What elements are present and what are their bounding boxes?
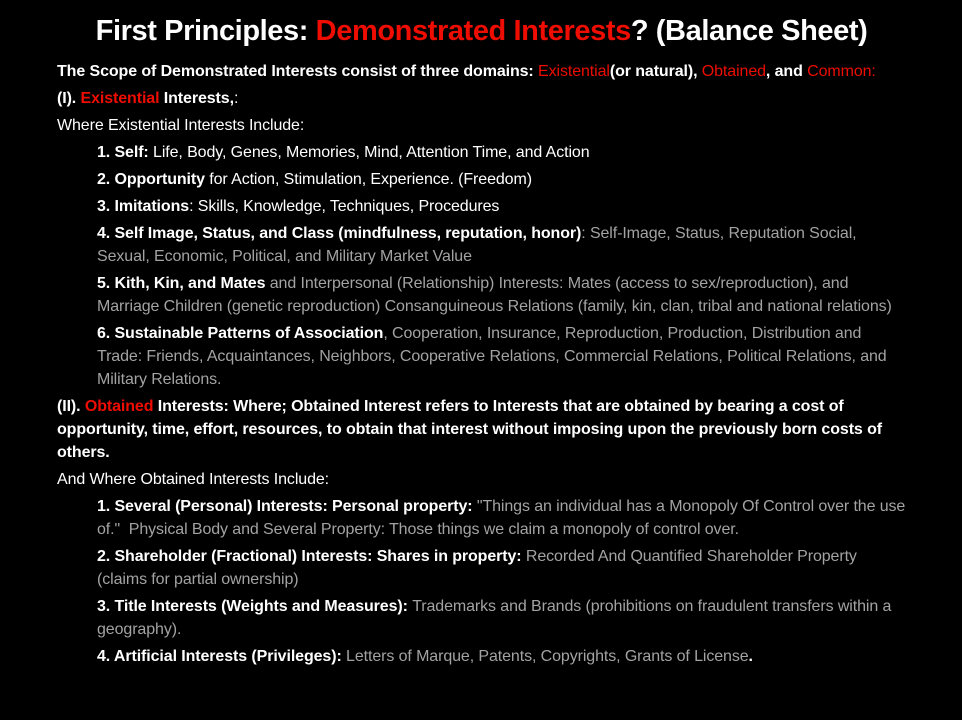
text-span: 3. Imitations bbox=[97, 198, 190, 215]
text-span: : bbox=[233, 90, 239, 107]
text-span: Obtained bbox=[701, 63, 766, 80]
text-span: : bbox=[322, 498, 333, 515]
text-span: Interests bbox=[157, 398, 224, 415]
paragraph bbox=[97, 595, 906, 641]
text-span: First Principles: bbox=[95, 15, 316, 47]
paragraph bbox=[97, 168, 906, 191]
text-span: . bbox=[748, 648, 753, 665]
text-span: 2. Shareholder (Fractional) Interests bbox=[97, 548, 368, 565]
paragraph bbox=[57, 60, 906, 83]
text-span: Common: bbox=[807, 63, 876, 80]
text-span: Existential bbox=[80, 90, 164, 107]
paragraph bbox=[57, 395, 906, 464]
slide-body bbox=[57, 60, 910, 668]
text-span: (II). bbox=[57, 398, 85, 415]
text-span: And Where Obtained Interests Include: bbox=[57, 471, 330, 488]
text-span: Existential bbox=[538, 63, 610, 80]
text-span: "Things an individual has a Monopoly Of Control over the use of." Physical Body and Several Property: Those things we claim a monopoly of control over. bbox=[97, 498, 910, 538]
text-span: (I). bbox=[57, 90, 81, 107]
text-span: Trademarks and Brands (prohibitions on fraudulent transfers within a geography). bbox=[97, 598, 896, 638]
paragraph bbox=[97, 322, 906, 391]
slide-title bbox=[57, 12, 906, 50]
paragraph bbox=[57, 468, 906, 491]
text-span: : Skills, Knowledge, Techniques, Procedures bbox=[189, 198, 500, 215]
paragraph bbox=[57, 114, 906, 137]
text-span: Demonstrated Interests bbox=[315, 15, 631, 47]
text-span: Recorded And Quantified Shareholder Property (claims for partial ownership) bbox=[97, 548, 862, 588]
paragraph bbox=[97, 222, 906, 268]
text-span: for Action, Stimulation, Experience. (Freedom) bbox=[209, 171, 532, 188]
text-span: Letters of Marque, Patents, Copyrights, Grants of License bbox=[346, 648, 749, 665]
text-span: Interests, bbox=[163, 90, 234, 107]
text-span: 2. Opportunity bbox=[97, 171, 210, 188]
text-span: : bbox=[367, 548, 377, 565]
paragraph bbox=[97, 195, 906, 218]
text-span: 1. Several (Personal) Interests bbox=[97, 498, 323, 515]
text-span: : Self-Image, Status, Reputation Social, Sexual, Economic, Political, and Military Market Value bbox=[97, 225, 861, 265]
text-span: Shares in property: bbox=[376, 548, 526, 565]
text-span: 6. Sustainable Patterns of Association bbox=[97, 325, 384, 342]
text-span: Obtained bbox=[84, 398, 158, 415]
text-span: 5. Kith, Kin, and Mates bbox=[97, 275, 270, 292]
paragraph bbox=[97, 495, 910, 541]
paragraph bbox=[97, 141, 906, 164]
paragraph bbox=[97, 645, 906, 668]
text-span: ? (Balance Sheet) bbox=[630, 15, 868, 47]
text-span: 4. Self Image, Status, and Class (mindfulness, reputation, honor) bbox=[97, 225, 582, 242]
text-span: (or natural), bbox=[609, 63, 702, 80]
text-span: Where Existential Interests Include: bbox=[57, 117, 305, 134]
text-span: 3. Title Interests (Weights and Measures): bbox=[97, 598, 413, 615]
paragraph bbox=[97, 545, 906, 591]
text-span: 4. Artificial Interests (Privileges): bbox=[97, 648, 347, 665]
text-span: Personal property: bbox=[332, 498, 477, 515]
text-span: and Interpersonal (Relationship) Interests: Mates (access to sex/reproduction), and Marriage Children (genetic reproduction) Consanguineous Relations (family, kin, clan, tribal and national relations) bbox=[97, 275, 892, 315]
paragraph bbox=[57, 87, 906, 110]
paragraph bbox=[97, 272, 906, 318]
text-span: Life, Body, Genes, Memories, Mind, Attention Time, and Action bbox=[153, 144, 590, 161]
text-span: The Scope of Demonstrated Interests consist of three domains: bbox=[57, 63, 539, 80]
text-span: , and bbox=[765, 63, 808, 80]
text-span: : Where; Obtained Interest refers to Interests that are obtained by bearing a cost of opportunity, time, effort, resources, to obtain that interest without imposing upon the previously born costs of others. bbox=[57, 398, 887, 461]
text-span: , Cooperation, Insurance, Reproduction, Production, Distribution and Trade: Friends, Acquaintances, Neighbors, Cooperative Relations, Commercial Relations, Political Relations, and Military Relations. bbox=[97, 325, 891, 388]
text-span: 1. Self: bbox=[97, 144, 154, 161]
